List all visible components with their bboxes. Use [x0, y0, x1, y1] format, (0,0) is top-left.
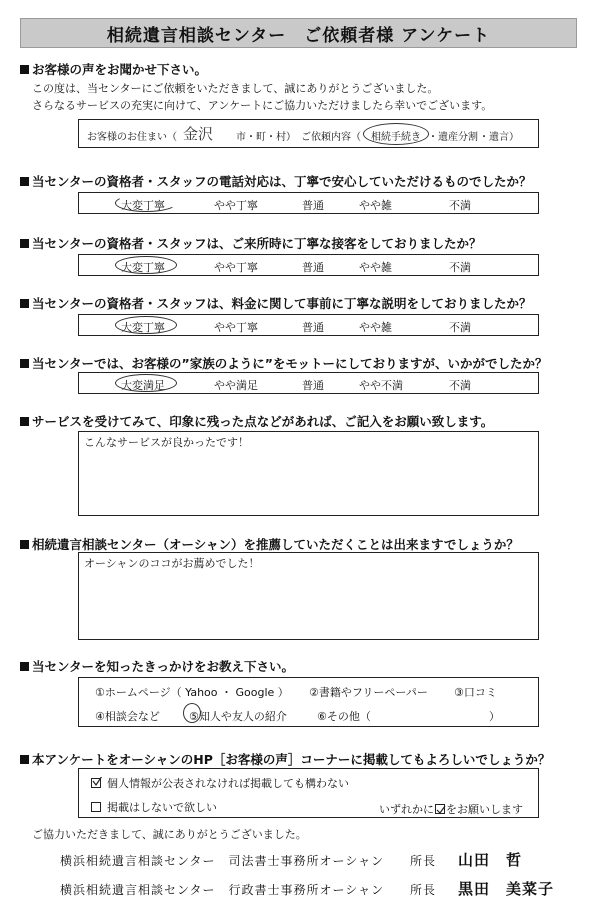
q4-option-5[interactable]: 不満 — [449, 379, 471, 392]
q4-option-1[interactable]: 大変満足 — [121, 379, 165, 392]
square-bullet-icon — [20, 177, 29, 186]
checkbox-checked-icon[interactable] — [91, 778, 101, 788]
source-heading: 当センターを知ったきっかけをお教え下さい。 — [20, 657, 294, 675]
address-label: お客様のお住まい（ — [87, 132, 177, 143]
footer-line-2: 横浜相続遺言相談センター 行政書士事務所オーシャン — [60, 883, 385, 897]
intro-line-1: この度は、当センターにご依頼をいただきまして、誠にありがとうございました。 — [32, 82, 439, 95]
square-bullet-icon — [20, 65, 29, 74]
footer-name-2: 黒田 美菜子 — [458, 880, 555, 898]
q3-option-2[interactable]: やや丁寧 — [214, 321, 258, 334]
source-option-1[interactable]: ①ホームページ（ Yahoo ・ Google ） — [95, 686, 289, 699]
q2-option-4[interactable]: やや雑 — [359, 261, 392, 274]
selection-circle — [115, 194, 177, 212]
checkbox-icon[interactable] — [91, 802, 101, 812]
square-bullet-icon — [20, 540, 29, 549]
q2-option-1[interactable]: 大変丁寧 — [121, 261, 165, 274]
q1-heading: 当センターの資格者・スタッフの電話対応は、丁寧で安心していただけるものでしたか？ — [20, 172, 532, 190]
selection-circle — [363, 123, 429, 145]
q3-options-box — [78, 314, 539, 336]
publish-option-1[interactable]: 個人情報が公表されなければ掲載しても構わない — [91, 775, 349, 791]
thanks-text: ご協力いただきまして、誠にありがとうございました。 — [32, 828, 307, 841]
page-title: 相続遺言相談センター ご依頼者様 アンケート — [20, 18, 577, 48]
selection-circle — [115, 256, 177, 274]
publish-heading: 本アンケートをオーシャンのHP［お客様の声］コーナーに掲載してもよろしいでしょうか？ — [20, 750, 550, 768]
impression-answer: こんなサービスが良かったです！ — [84, 436, 249, 449]
intro-heading: お客様の声をお聞かせ下さい。 — [20, 60, 207, 78]
square-bullet-icon — [20, 417, 29, 426]
checkbox-sample-icon — [435, 804, 445, 814]
q3-option-4[interactable]: やや雑 — [359, 321, 392, 334]
q1-option-4[interactable]: やや雑 — [359, 199, 392, 212]
selection-circle — [183, 703, 201, 723]
q3-option-1[interactable]: 大変丁寧 — [121, 321, 165, 334]
publish-option-2[interactable]: 掲載はしないで欲しい — [91, 799, 217, 815]
q3-option-5[interactable]: 不満 — [449, 321, 471, 334]
address-request-box — [78, 119, 539, 148]
footer-name-1: 山田 哲 — [458, 851, 523, 869]
selection-circle — [115, 374, 177, 392]
intro-line-2: さらなるサービスの充実に向けて、アンケートにご協力いただけましたら幸いでございます。 — [32, 99, 493, 112]
source-option-6[interactable]: ⑥その他（ — [317, 710, 371, 723]
q3-option-3[interactable]: 普通 — [302, 321, 324, 334]
footer-line-1: 横浜相続遺言相談センター 司法書士事務所オーシャン — [60, 854, 385, 868]
recommend-textarea[interactable] — [78, 552, 539, 640]
address-value[interactable]: 金沢 — [183, 125, 214, 143]
q2-option-5[interactable]: 不満 — [449, 261, 471, 274]
q1-options-box — [78, 192, 539, 214]
square-bullet-icon — [20, 239, 29, 248]
square-bullet-icon — [20, 755, 29, 764]
q2-options-box — [78, 254, 539, 276]
source-options-box — [78, 677, 539, 727]
q2-option-3[interactable]: 普通 — [302, 261, 324, 274]
publish-note: いずれかに をお願いします — [379, 803, 523, 816]
source-option-2[interactable]: ②書籍やフリーペーパー — [309, 686, 428, 699]
q4-option-4[interactable]: やや不満 — [359, 379, 403, 392]
square-bullet-icon — [20, 359, 29, 368]
footer-role-1: 所長 — [410, 854, 437, 868]
q4-option-3[interactable]: 普通 — [302, 379, 324, 392]
q1-option-5[interactable]: 不満 — [449, 199, 471, 212]
source-option-4[interactable]: ④相談会など — [95, 710, 160, 723]
request-option-will[interactable]: ・遺言） — [479, 132, 519, 143]
impression-heading: サービスを受けてみて、印象に残った点などがあれば、ご記入をお願い致します。 — [20, 412, 493, 430]
q1-option-1[interactable]: 大変丁寧 — [121, 199, 165, 212]
q1-option-3[interactable]: 普通 — [302, 199, 324, 212]
source-option-6-close: ） — [489, 710, 500, 723]
impression-textarea[interactable] — [78, 431, 539, 516]
footer-role-2: 所長 — [410, 883, 437, 897]
q2-option-2[interactable]: やや丁寧 — [214, 261, 258, 274]
publish-options-box — [78, 768, 539, 818]
selection-circle — [115, 316, 177, 334]
q4-options-box — [78, 372, 539, 394]
source-option-5[interactable]: ⑤知人や友人の紹介 — [189, 710, 287, 723]
q4-heading: 当センターでは、お客様の”家族のように”をモットーにしておりますが、いかがでしたか？ — [20, 354, 548, 372]
q1-option-2[interactable]: やや丁寧 — [214, 199, 258, 212]
request-option-inheritance[interactable]: 相続手続き — [371, 132, 421, 143]
q3-heading: 当センターの資格者・スタッフは、料金に関して事前に丁寧な説明をしておりましたか？ — [20, 294, 532, 312]
address-suffix: 市・町・村） — [236, 132, 296, 143]
q2-heading: 当センターの資格者・スタッフは、ご来所時に丁寧な接客をしておりましたか？ — [20, 234, 482, 252]
q4-option-2[interactable]: やや満足 — [214, 379, 258, 392]
request-option-division[interactable]: ・遺産分割 — [428, 132, 478, 143]
request-label: ご依頼内容（ — [301, 132, 361, 143]
square-bullet-icon — [20, 662, 29, 671]
recommend-answer: オーシャンのココがお薦めでした！ — [84, 557, 260, 570]
square-bullet-icon — [20, 299, 29, 308]
source-option-3[interactable]: ③口コミ — [454, 686, 497, 699]
recommend-heading: 相続遺言相談センター（オーシャン）を推薦していただくことは出来ますでしょうか？ — [20, 535, 519, 553]
